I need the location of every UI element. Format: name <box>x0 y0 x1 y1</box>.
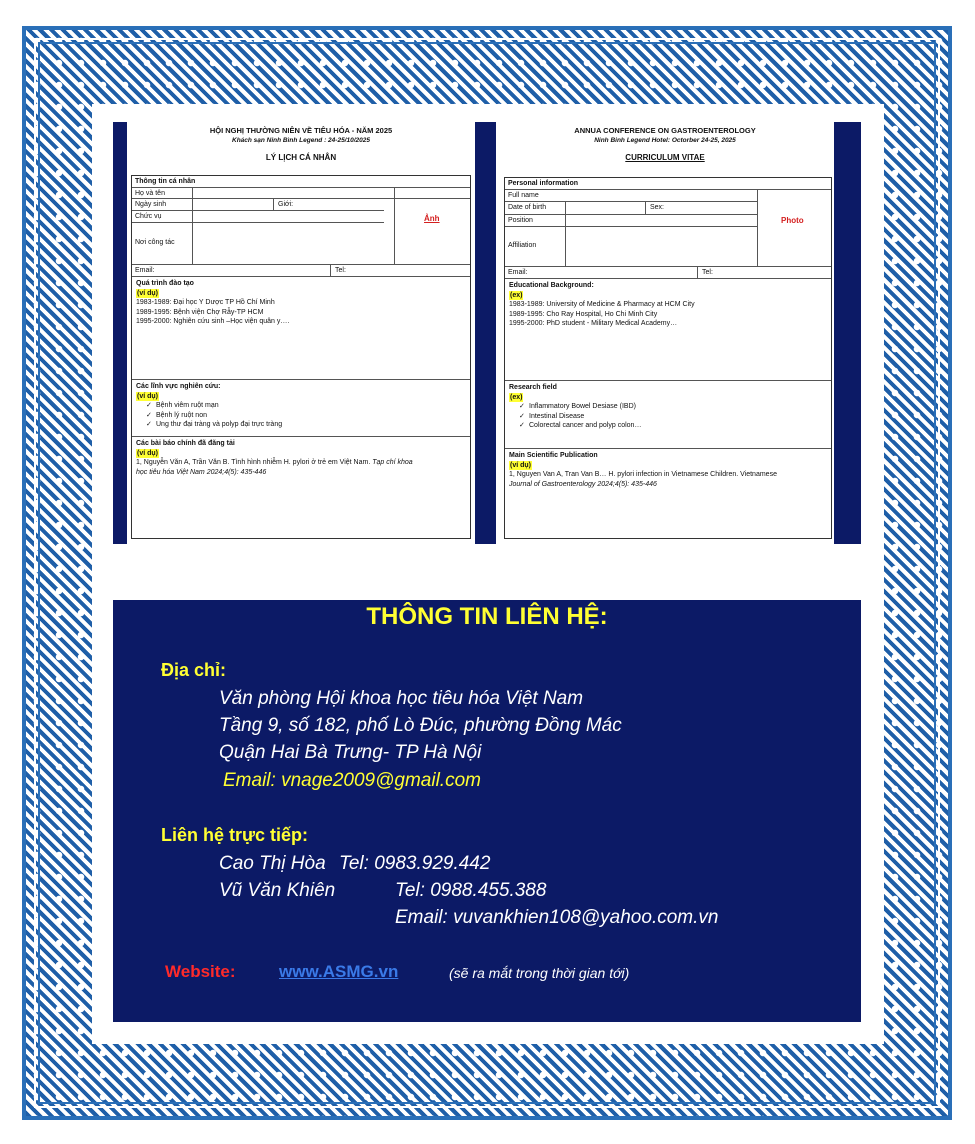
list-item: ✓ Colorectal cancer and polyp colon… <box>509 421 827 431</box>
cv-subheader: Khách sạn Ninh Bình Legend : 24-25/10/2025 <box>232 137 370 144</box>
field-label: Email: <box>135 267 155 274</box>
section-heading: Quá trình đào tạo <box>136 280 194 287</box>
form-row <box>505 266 831 278</box>
cv-table <box>131 175 471 539</box>
form-row <box>505 214 757 226</box>
example-tag: (ví dụ) <box>137 392 158 400</box>
example-tag: (ex) <box>510 291 523 299</box>
cv-title: CURRICULUM VITAE <box>625 153 705 162</box>
cv-table <box>504 177 832 539</box>
field-label: Affiliation <box>508 242 537 249</box>
contact-name: Vũ Văn Khiên <box>219 880 336 901</box>
form-row <box>505 201 757 214</box>
form-row <box>132 210 384 222</box>
personal-heading: Personal information <box>508 180 579 187</box>
form-row <box>505 189 831 201</box>
publication-journal: học tiêu hóa Việt Nam 2024;4(5): 435-446 <box>136 468 267 476</box>
contact-name: Cao Thị Hòa <box>219 853 326 874</box>
list-item: 1995-2000: PhD student - Military Medical Academy… <box>509 320 678 327</box>
direct-contact-label: Liên hệ trực tiếp: <box>161 825 309 845</box>
field-label: Giới: <box>278 201 294 208</box>
field-label: Position <box>508 217 533 224</box>
address-email-link[interactable]: Email: vnage2009@gmail.com <box>223 770 481 791</box>
contact-panel <box>113 600 861 1022</box>
list-item: 1989-1995: Bệnh viện Chợ Rẫy-TP HCM <box>136 308 264 316</box>
cv-title: LÝ LỊCH CÁ NHÂN <box>265 153 337 162</box>
cv-header: HỘI NGHỊ THƯỜNG NIÊN VỀ TIÊU HÓA - NĂM 2025 <box>209 126 393 135</box>
list-item: ✓ Intestinal Disease <box>509 412 827 422</box>
address-line: Tầng 9, số 182, phố Lò Đúc, phường Đồng Mác <box>219 715 622 736</box>
form-row <box>132 264 470 276</box>
education-section <box>132 276 470 379</box>
cv-form-vietnamese <box>127 122 475 544</box>
research-section <box>132 379 470 436</box>
cv-form-english <box>496 122 834 544</box>
field-label: Ngày sinh <box>135 201 167 208</box>
list-item: 1983-1989: University of Medicine & Pharmacy at HCM City <box>509 301 695 308</box>
field-label: Full name <box>508 192 539 199</box>
website-label: Website: <box>165 962 236 981</box>
field-label: Chức vụ <box>135 213 162 220</box>
address-line: Quận Hai Bà Trưng- TP Hà Nội <box>219 742 482 763</box>
cv-header: ANNUA CONFERENCE ON GASTROENTEROLOGY <box>574 126 756 135</box>
publication-text: 1, Nguyen Van A, Tran Van B… H. pylori infection in Vietnamese Children. Vietnamese <box>509 471 777 478</box>
form-row <box>132 187 470 198</box>
section-heading: Các bài báo chính đã đăng tải <box>136 440 235 447</box>
list-item: 1995-2000: Nghiên cứu sinh –Học viện quân y…. <box>136 318 290 325</box>
form-row <box>505 226 757 266</box>
publication-section <box>505 448 831 539</box>
field-label: Date of birth <box>508 204 547 211</box>
field-label: Sex: <box>650 204 665 211</box>
example-tag: (ex) <box>510 393 523 401</box>
publication-journal: Tạp chí khoa <box>372 459 413 466</box>
research-section <box>505 380 831 448</box>
section-heading: Research field <box>509 384 557 391</box>
form-row <box>132 222 384 264</box>
address-line: Văn phòng Hội khoa học tiêu hóa Việt Nam <box>219 688 584 709</box>
example-tag: (ví dụ) <box>137 289 158 297</box>
list-item: ✓ Ung thư đại tràng và polyp đại trực tràng <box>136 420 466 430</box>
section-heading: Main Scientific Publication <box>509 452 598 459</box>
publication-section <box>132 436 470 539</box>
field-label: Tel: <box>702 269 713 276</box>
publication-text: 1, Nguyễn Văn A, Trần Văn B. Tình hình nhiễm H. pylori ở trẻ em Việt Nam. <box>136 459 371 466</box>
section-heading: Các lĩnh vực nghiên cứu: <box>136 383 221 390</box>
field-label: Email: <box>508 269 528 276</box>
list-item: ✓ Bệnh viêm ruột mạn <box>136 401 466 411</box>
address-label: Địa chỉ: <box>161 660 227 680</box>
photo-placeholder: Ảnh <box>424 214 440 223</box>
photo-placeholder: Photo <box>781 216 804 225</box>
field-label: Họ và tên <box>135 190 165 197</box>
list-item: ✓ Bệnh lý ruột non <box>136 411 466 421</box>
field-label: Nơi công tác <box>135 239 175 246</box>
field-label: Tel: <box>335 267 346 274</box>
list-item: 1989-1995: Cho Ray Hospital, Ho Chi Minh City <box>509 310 658 318</box>
example-tag: (ví dụ) <box>510 461 531 469</box>
contact-phone: Tel: 0988.455.388 <box>395 880 547 901</box>
website-link[interactable]: www.ASMG.vn <box>279 962 399 981</box>
list-item: 1983-1989: Đại học Y Dược TP Hồ Chí Minh <box>136 299 275 306</box>
education-section <box>505 278 831 380</box>
contact-title: THÔNG TIN LIÊN HỆ: <box>366 603 608 630</box>
list-item: ✓ Inflammatory Bowel Desiase (IBD) <box>509 402 827 412</box>
contact-email-link[interactable]: Email: vuvankhien108@yahoo.com.vn <box>395 907 719 928</box>
personal-heading: Thông tin cá nhân <box>135 178 196 185</box>
example-tag: (ví dụ) <box>137 449 158 457</box>
cv-subheader: Ninh Binh Legend Hotel: Octorber 24-25, 2025 <box>594 137 736 144</box>
publication-journal: Journal of Gastroenterology 2024;4(5): 435-446 <box>509 480 657 488</box>
contact-phone: Tel: 0983.929.442 <box>339 853 491 874</box>
section-heading: Educational Background: <box>509 282 594 289</box>
website-note: (sẽ ra mắt trong thời gian tới) <box>449 965 630 981</box>
form-row <box>132 198 470 210</box>
